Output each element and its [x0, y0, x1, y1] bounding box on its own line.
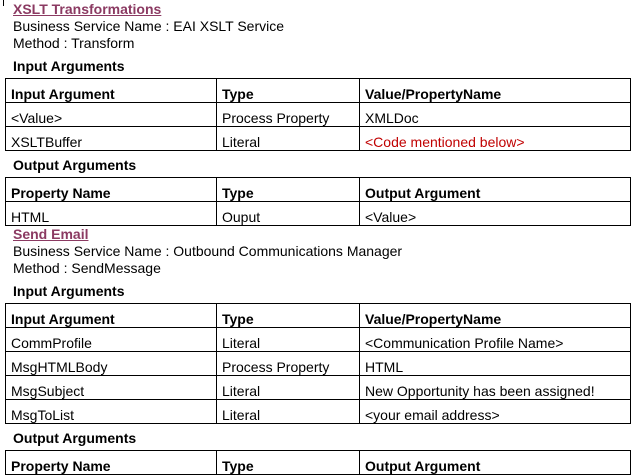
table-row [6, 127, 631, 151]
service-name-line: Business Service Name : EAI XSLT Service [13, 18, 285, 34]
table-cell: MsgSubject [6, 376, 217, 400]
method-line: Method : SendMessage [13, 260, 161, 276]
output-arguments-table [5, 450, 631, 475]
column-header: Type [217, 451, 360, 475]
table-cell: Literal [217, 376, 360, 400]
input-arguments-table [5, 303, 631, 424]
table-cell: Process Property [217, 103, 360, 127]
column-header: Output Argument [360, 451, 631, 475]
table-header-row [6, 79, 631, 103]
table-row [6, 103, 631, 127]
document-body [13, 1, 633, 475]
table-cell: <Value> [6, 103, 217, 127]
table-cell: Literal [217, 400, 360, 424]
section-title-xslt[interactable]: XSLT Transformations [13, 1, 162, 17]
table-cell: Literal [217, 127, 360, 151]
input-arguments-table [5, 78, 631, 151]
table-cell: HTML [360, 352, 631, 376]
column-header: Type [217, 178, 360, 202]
table-header-row [6, 178, 631, 202]
output-arguments-table [5, 177, 631, 226]
table-cell-highlight: <Code mentioned below> [360, 127, 631, 151]
column-header: Type [217, 304, 360, 328]
table-cell: HTML [6, 202, 217, 226]
table-row [6, 352, 631, 376]
service-name-line: Business Service Name : Outbound Communications Manager [13, 243, 403, 259]
table-cell: <your email address> [360, 400, 631, 424]
output-arguments-heading: Output Arguments [13, 430, 137, 446]
table-cell: Literal [217, 328, 360, 352]
table-row [6, 328, 631, 352]
output-arguments-heading: Output Arguments [13, 157, 137, 173]
corner-mark [3, 0, 4, 6]
table-cell: <Communication Profile Name> [360, 328, 631, 352]
table-row [6, 376, 631, 400]
column-header: Type [217, 79, 360, 103]
table-cell: XSLTBuffer [6, 127, 217, 151]
column-header: Property Name [6, 451, 217, 475]
table-row [6, 202, 631, 226]
table-header-row [6, 451, 631, 475]
table-cell: CommProfile [6, 328, 217, 352]
table-row [6, 400, 631, 424]
section-title-send-email[interactable]: Send Email [13, 226, 89, 242]
column-header: Value/PropertyName [360, 79, 631, 103]
column-header: Property Name [6, 178, 217, 202]
column-header: Input Argument [6, 304, 217, 328]
input-arguments-heading: Input Arguments [13, 283, 125, 299]
table-cell: MsgHTMLBody [6, 352, 217, 376]
table-cell: Process Property [217, 352, 360, 376]
column-header: Value/PropertyName [360, 304, 631, 328]
table-cell: XMLDoc [360, 103, 631, 127]
table-header-row [6, 304, 631, 328]
table-cell: New Opportunity has been assigned! [360, 376, 631, 400]
table-cell: MsgToList [6, 400, 217, 424]
column-header: Input Argument [6, 79, 217, 103]
method-line: Method : Transform [13, 35, 135, 51]
column-header: Output Argument [360, 178, 631, 202]
input-arguments-heading: Input Arguments [13, 58, 125, 74]
table-cell: <Value> [360, 202, 631, 226]
table-cell: Ouput [217, 202, 360, 226]
